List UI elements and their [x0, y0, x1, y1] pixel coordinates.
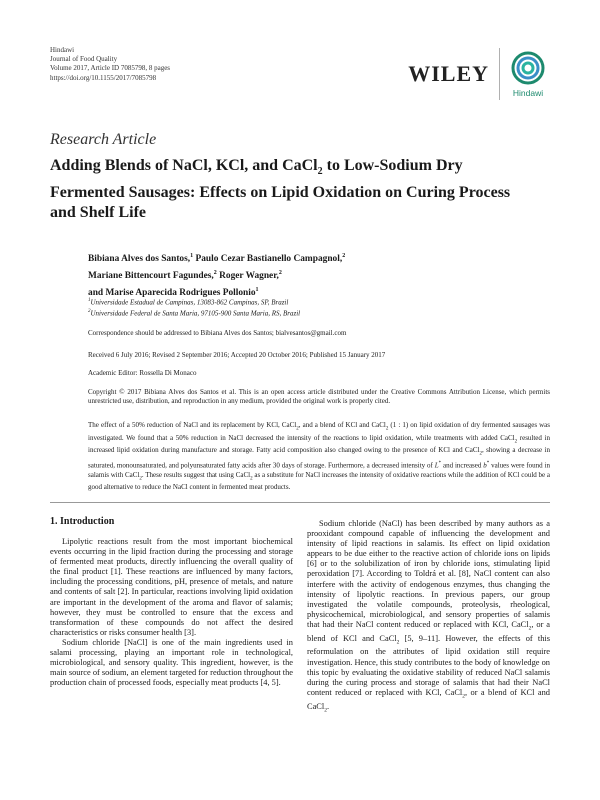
author-name: Paulo Cezar Bastianello Campagnol,	[193, 254, 343, 265]
section-heading-introduction: 1. Introduction	[50, 516, 115, 527]
author-name: and Marise Aparecida Rodrigues Pollonio	[88, 288, 256, 299]
hindawi-logo	[508, 50, 548, 98]
author-affiliation-mark: 1	[190, 253, 194, 259]
hindawi-rings-icon	[508, 50, 548, 86]
article-type: Research Article	[50, 131, 157, 148]
author-name: Mariane Bittencourt Fagundes,	[88, 271, 214, 282]
author-name: Bibiana Alves dos Santos,	[88, 254, 191, 265]
journal-volume: Volume 2017, Article ID 7085798, 8 pages	[50, 64, 171, 73]
author-affiliation-mark: 1	[255, 287, 259, 294]
journal-publisher: Hindawi	[50, 46, 75, 54]
affiliation-number: 2	[88, 309, 91, 315]
wiley-logo: WILEY	[408, 61, 489, 86]
journal-doi-link[interactable]: https://doi.org/10.1155/2017/7085798	[50, 73, 157, 82]
publisher-logos	[408, 44, 548, 104]
title-part-2: to Low-Sodium Dry Fermented Sausages: Effects on Lipid Oxidation on Curing Process and Shelf Life	[50, 157, 511, 222]
title-part-1: Adding Blends of NaCl, KCl, and CaCl	[50, 157, 318, 174]
copyright-notice: Copyright © 2017 Bibiana Alves dos Santos et al. This is an open access article distributed under the Creative Commons Attribution License, which permits unrestricted use, distribution, and reproduction in any medium, provided the original work is properly cited.	[88, 388, 550, 406]
logo-divider	[499, 48, 500, 100]
publication-dates: Received 6 July 2016; Revised 2 September 2016; Accepted 20 October 2016; Published 15 January 2017	[88, 351, 386, 359]
body-column-right	[307, 519, 550, 715]
affiliation-item	[88, 296, 550, 307]
hindawi-wordmark: Hindawi	[512, 88, 544, 98]
affiliations	[88, 296, 550, 319]
author-affiliation-mark: 2	[213, 270, 217, 277]
journal-name: Journal of Food Quality	[50, 55, 118, 64]
affiliation-item	[88, 307, 550, 318]
author-affiliation-mark: 2	[278, 270, 282, 277]
affiliation-number: 1	[88, 298, 91, 303]
body-column-left	[50, 537, 293, 688]
title-subscript: 2	[317, 166, 323, 178]
abstract: The effect of a 50% reduction of NaCl and its replacement by KCl, CaCl$_2$, and a blend of KCl and CaCl$_2$ (1 : 1) on lipid oxidation of dry fermented sausages was investigated. We found that a 50% reduction in NaCl decreased the intensity of the reactions to lipid oxidation, while treatments with added CaCl$_2$ resulted in increased lipid oxidation during manufacture and storage. Fatty acid composition also changed owing to the presence of KCl and CaCl$_2$, showing a decrease in saturated, monounsaturated, and polyunsaturated fatty acids after 30 days of storage. Furthermore, a decreased intensity of L* and increased b* values were found in salamis with CaCl$_2$. These results suggest that using CaCl$_2$ as a substitute for NaCl increases the intensity of oxidative reactions while the addition of KCl could be a good alternative to reduce the NaCl content in fermented meat products.	[88, 421, 551, 492]
author-affiliation-mark: 2	[342, 253, 346, 259]
body-paragraph: Sodium chloride [NaCl] is one of the main ingredients used in salami processing, playing an important role in technological, microbiological, and sensory quality. This ingredient, however, is the main source of sodium, an element targeted for reduction throughout the production chain of processed foods, especially meat products [4, 5].	[50, 637, 293, 688]
correspondence: Correspondence should be addressed to Bibiana Alves dos Santos; bialvesantos@gmail.com	[88, 329, 347, 337]
body-paragraph: Lipolytic reactions result from the most important biochemical events occurring in the lipid fraction during the processing and storage of fermented meat products, directly influencing the overall quality of the final product [1]. These reactions are influenced by many factors, including the processing conditions, pH, presence of metals, and nature and contents of salt [2]. In particular, reactions involving lipid oxidation are important in the development of the aroma and flavor of salamis; however, they must be controlled to ensure that the excess and transformation of these compounds do not affect the desired characteristics or risks consumer health [3].	[50, 537, 293, 637]
section-divider	[50, 502, 550, 503]
academic-editor: Academic Editor: Rossella Di Monaco	[88, 369, 197, 377]
article-title	[50, 156, 530, 224]
affiliation-text: Universidade Federal de Santa Maria, 97105-900 Santa Maria, RS, Brazil	[90, 309, 301, 318]
affiliation-text: Universidade Estadual de Campinas, 13083-862 Campinas, SP, Brazil	[90, 298, 289, 307]
journal-info	[50, 46, 170, 83]
body-paragraph: Sodium chloride (NaCl) has been described by many authors as a prooxidant compound capable of influencing the development and intensity of lipid reactions in salamis. Its effect on lipid oxidation appears to be due either to the reactive action of chloride ions on lipids [6] or to the solubilization of iron by chloride ions, stimulating lipid peroxidation [7]. According to Toldrá et al. [8], NaCl content can also interfere with the activity of endogenous enzymes, thus changing the intensity of lipolytic reactions. In previous papers, our group investigated the volatile compounds, proteolysis, rheological, physicochemical, microbiological, and sensory properties of salamis that had their NaCl content reduced or replaced with KCl, CaCl$_2$, or a blend of KCl and CaCl$_2$ [5, 9–11]. However, the effects of this reformulation on the attributes of lipid oxidation still require investigation. Hence, this study contributes to the body of knowledge on this topic by evaluating the oxidative stability of reduced NaCl salamis during the curing process and storage of salamis that had their NaCl content reduced or replaced with KCl, CaCl$_2$, or a blend of KCl and CaCl$_2$.	[307, 519, 551, 714]
author-list	[88, 249, 550, 300]
author-name: Roger Wagner,	[216, 271, 279, 282]
